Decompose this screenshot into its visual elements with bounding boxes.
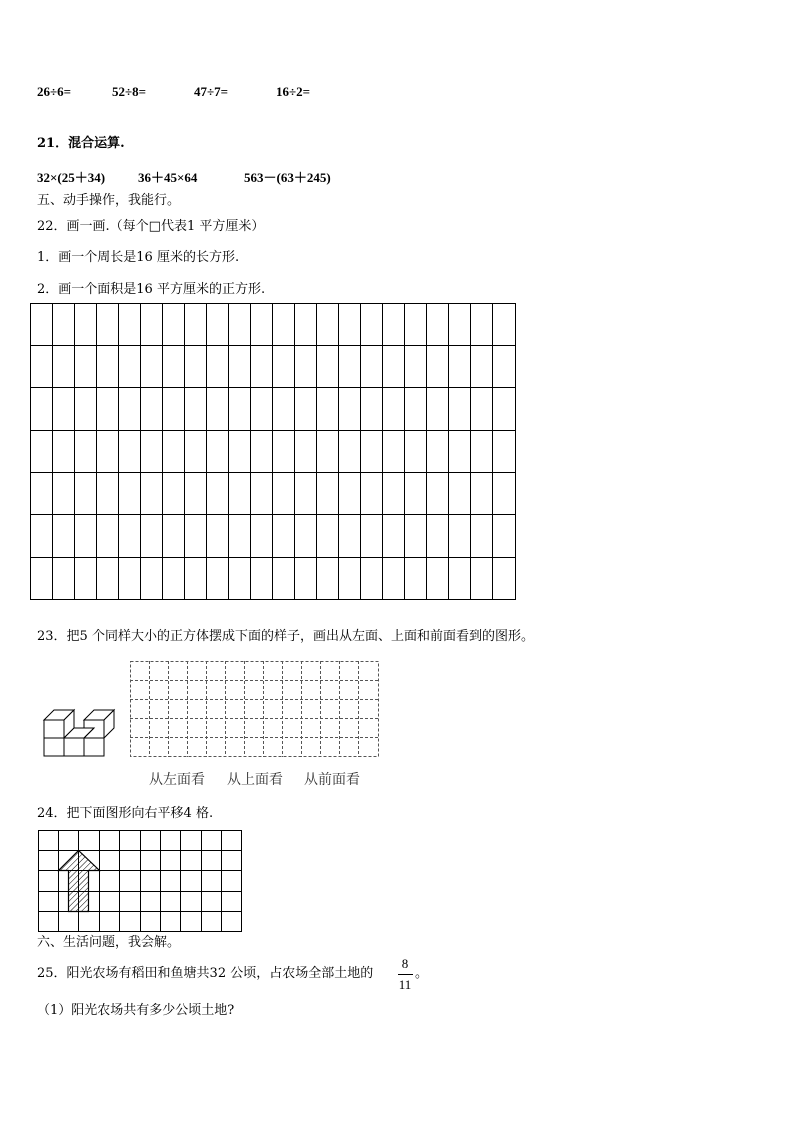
q23-title: 23．把5 个同样大小的正方体摆成下面的样子，画出从左面、上面和前面看到的图形。 bbox=[37, 629, 534, 644]
division-problem-2: 52÷8= bbox=[112, 84, 147, 99]
q21-expression-3: 563－(63＋245) bbox=[244, 170, 331, 185]
caption-top-view: 从上面看 bbox=[227, 772, 283, 788]
q21-expression-2: 36＋45×64 bbox=[138, 170, 198, 185]
q22-item-2: 2．画一个面积是16 平方厘米的正方形. bbox=[37, 282, 266, 297]
division-problem-3: 47÷7= bbox=[194, 84, 229, 99]
fraction-bar bbox=[398, 974, 413, 975]
fraction-denominator: 11 bbox=[398, 977, 412, 992]
q25-sub-question-1: （1）阳光农场共有多少公顷土地? bbox=[37, 1003, 235, 1018]
cube-stack-figure bbox=[42, 706, 114, 760]
caption-left-view: 从左面看 bbox=[149, 772, 205, 788]
q22-title: 22．画一画.（每个□代表1 平方厘米） bbox=[37, 219, 265, 234]
dashed-answer-grid[interactable] bbox=[130, 661, 380, 758]
division-problem-1: 26÷6= bbox=[37, 84, 72, 99]
fraction-numerator: 8 bbox=[401, 956, 409, 971]
q25-end-mark: 。 bbox=[415, 966, 429, 981]
drawing-grid[interactable] bbox=[30, 303, 517, 601]
caption-front-view: 从前面看 bbox=[304, 772, 360, 788]
q24-title: 24．把下面图形向右平移4 格. bbox=[37, 806, 214, 821]
q21-expression-1: 32×(25＋34) bbox=[37, 170, 106, 185]
q22-item-1: 1．画一个周长是16 厘米的长方形. bbox=[37, 250, 240, 265]
division-problem-4: 16÷2= bbox=[276, 84, 311, 99]
q25-title: 25．阳光农场有稻田和鱼塘共32 公顷，占农场全部土地的 bbox=[37, 966, 374, 981]
section-5-heading: 五、动手操作，我能行。 bbox=[37, 193, 181, 208]
translation-grid[interactable] bbox=[38, 830, 243, 933]
section-6-heading: 六、生活问题，我会解。 bbox=[37, 935, 181, 950]
arrow-shape bbox=[59, 851, 100, 912]
q21-title: 21．混合运算. bbox=[37, 136, 125, 151]
